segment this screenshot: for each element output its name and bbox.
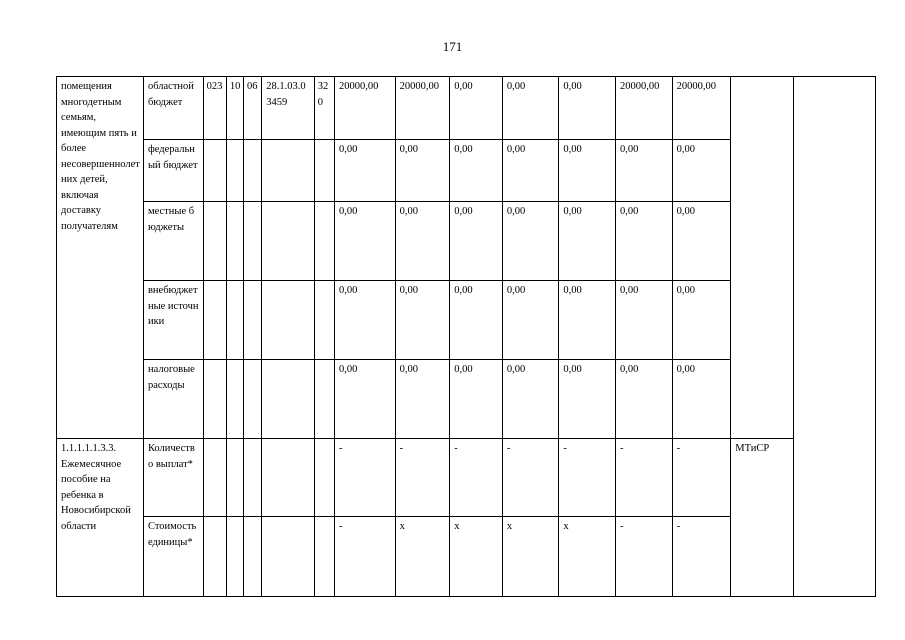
value-cell: 0,00 [559, 360, 616, 439]
indicator-name: Стоимость единицы* [143, 517, 203, 597]
value-cell: - [616, 517, 673, 597]
value-cell: - [672, 517, 731, 597]
value-cell: 0,00 [672, 202, 731, 281]
code-cell [244, 202, 262, 281]
value-cell: 20000,00 [395, 77, 450, 140]
value-cell: 0,00 [502, 140, 559, 202]
page-number: 171 [442, 39, 463, 54]
code-cell [226, 202, 243, 281]
executor-cell [731, 77, 794, 439]
value-cell: 0,00 [395, 140, 450, 202]
code-cell [262, 360, 315, 439]
value-cell: 0,00 [559, 281, 616, 360]
code-cell [244, 517, 262, 597]
code-target-article: 28.1.03.03459 [262, 77, 315, 140]
value-cell: - [672, 439, 731, 517]
budget-table [56, 76, 876, 597]
value-cell: х [559, 517, 616, 597]
measure-description: помещения многодетным семьям, имеющим пять и более несовершеннолетних детей, включая доставку получателям [57, 77, 144, 439]
code-cell [244, 281, 262, 360]
value-cell: 0,00 [335, 140, 396, 202]
code-cell [226, 439, 243, 517]
value-cell: - [559, 439, 616, 517]
code-cell [314, 360, 334, 439]
value-cell: 20000,00 [672, 77, 731, 140]
value-cell: 0,00 [395, 360, 450, 439]
result-cell [793, 77, 875, 597]
value-cell: 0,00 [559, 140, 616, 202]
code-cell [262, 140, 315, 202]
value-cell: - [335, 439, 396, 517]
code-cell [262, 439, 315, 517]
value-cell: х [395, 517, 450, 597]
code-cell [262, 281, 315, 360]
value-cell: 20000,00 [335, 77, 396, 140]
value-cell: 0,00 [502, 281, 559, 360]
value-cell: - [502, 439, 559, 517]
value-cell: - [616, 439, 673, 517]
value-cell: 0,00 [502, 77, 559, 140]
code-cell [226, 360, 243, 439]
value-cell: 0,00 [450, 202, 503, 281]
code-cell [314, 439, 334, 517]
funding-source: местные бюджеты [143, 202, 203, 281]
measure-description: 1.1.1.1.1.3.3. Ежемесячное пособие на ребенка в Новосибирской области [57, 439, 144, 597]
value-cell: 0,00 [672, 140, 731, 202]
executor-cell: МТиСР [731, 439, 794, 597]
indicator-name: Количество выплат* [143, 439, 203, 517]
code-grbs: 023 [203, 77, 226, 140]
value-cell: 0,00 [395, 202, 450, 281]
value-cell: 0,00 [450, 281, 503, 360]
code-cell [203, 281, 226, 360]
code-section: 10 [226, 77, 243, 140]
table-row [57, 439, 876, 517]
value-cell: 0,00 [335, 360, 396, 439]
code-cell [262, 202, 315, 281]
value-cell: 0,00 [616, 202, 673, 281]
value-cell: 0,00 [335, 281, 396, 360]
code-cell [262, 517, 315, 597]
code-cell [226, 140, 243, 202]
code-cell [203, 360, 226, 439]
code-cell [244, 439, 262, 517]
code-cell [203, 517, 226, 597]
code-cell [203, 439, 226, 517]
code-cell [244, 360, 262, 439]
code-subsection: 06 [244, 77, 262, 140]
value-cell: 0,00 [616, 360, 673, 439]
value-cell: 0,00 [450, 140, 503, 202]
value-cell: 20000,00 [616, 77, 673, 140]
value-cell: 0,00 [672, 281, 731, 360]
code-cell [314, 140, 334, 202]
funding-source: федеральный бюджет [143, 140, 203, 202]
value-cell: 0,00 [335, 202, 396, 281]
value-cell: 0,00 [616, 281, 673, 360]
value-cell: х [450, 517, 503, 597]
value-cell: - [395, 439, 450, 517]
code-cell [314, 202, 334, 281]
value-cell: 0,00 [450, 360, 503, 439]
code-cell [203, 140, 226, 202]
code-cell [314, 517, 334, 597]
value-cell: 0,00 [559, 77, 616, 140]
code-cell [226, 517, 243, 597]
funding-source: внебюджетные источники [143, 281, 203, 360]
funding-source: областной бюджет [143, 77, 203, 140]
value-cell: 0,00 [395, 281, 450, 360]
value-cell: 0,00 [502, 360, 559, 439]
code-cell [226, 281, 243, 360]
value-cell: 0,00 [502, 202, 559, 281]
funding-source: налоговые расходы [143, 360, 203, 439]
value-cell: 0,00 [616, 140, 673, 202]
value-cell: х [502, 517, 559, 597]
value-cell: - [335, 517, 396, 597]
code-cell [203, 202, 226, 281]
code-expense-type: 320 [314, 77, 334, 140]
table-row [57, 77, 876, 140]
value-cell: 0,00 [559, 202, 616, 281]
value-cell: 0,00 [450, 77, 503, 140]
value-cell: 0,00 [672, 360, 731, 439]
code-cell [314, 281, 334, 360]
code-cell [244, 140, 262, 202]
value-cell: - [450, 439, 503, 517]
